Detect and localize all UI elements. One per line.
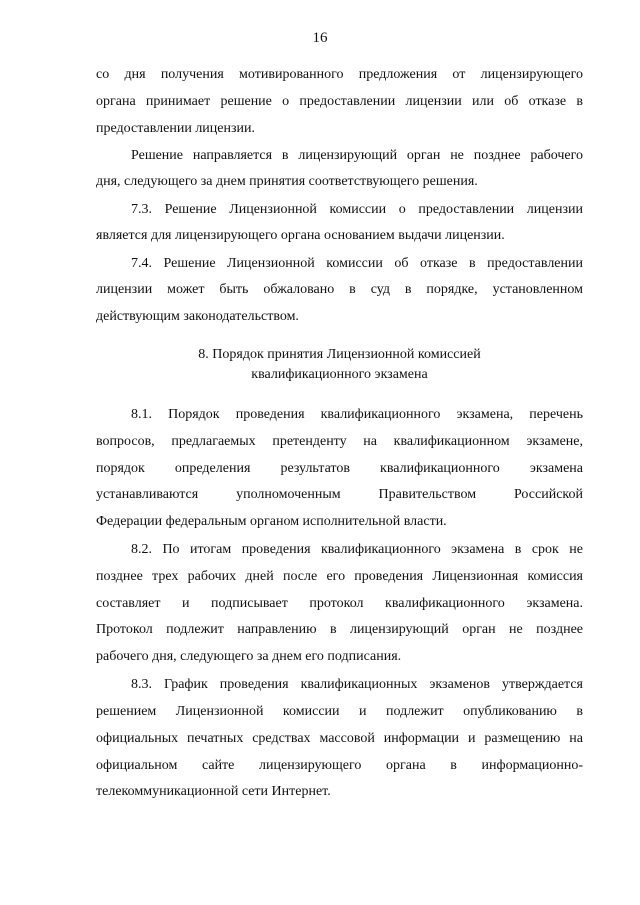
text-line: официальном сайте лицензирующего органа в информационно- [96, 758, 583, 773]
paragraph-first-line: Решение направляется в лицензирующий орган не позднее рабочего [131, 148, 583, 163]
section-heading: квалификационного экзамена [251, 367, 428, 382]
text-line: устанавливаются уполномоченным Правительством Российской [96, 487, 583, 502]
text-line: является для лицензирующего органа основанием выдачи лицензии. [96, 228, 505, 243]
text-line: Федерации федеральным органом исполнительной власти. [96, 514, 447, 529]
text-line: порядок определения результатов квалификационного экзамена [96, 461, 583, 476]
text-line: рабочего дня, следующего за днем его подписания. [96, 649, 402, 664]
text-line: органа принимает решение о предоставлении лицензии или об отказе в [96, 94, 583, 109]
paragraph-first-line: 8.1. Порядок проведения квалификационного экзамена, перечень [131, 407, 583, 422]
section-heading: 8. Порядок принятия Лицензионной комиссией [198, 347, 481, 362]
text-line: действующим законодательством. [96, 309, 299, 324]
paragraph-first-line: 8.2. По итогам проведения квалификационного экзамена в срок не [131, 542, 583, 557]
text-line: решением Лицензионной комиссии и подлежит опубликованию в [96, 704, 583, 719]
page-number: 16 [312, 30, 328, 46]
text-line: Протокол подлежит направлению в лицензирующий орган не позднее [96, 622, 583, 637]
text-line: официальных печатных средствах массовой информации и размещению на [96, 731, 583, 746]
paragraph-first-line: 7.4. Решение Лицензионной комиссии об отказе в предоставлении [131, 256, 583, 271]
text-line: составляет и подписывает протокол квалификационного экзамена. [96, 596, 583, 611]
text-line: дня, следующего за днем принятия соответствующего решения. [96, 174, 478, 189]
text-line: лицензии может быть обжаловано в суд в порядке, установленном [96, 282, 583, 297]
text-line: со дня получения мотивированного предложения от лицензирующего [96, 67, 583, 82]
paragraph-first-line: 8.3. График проведения квалификационных экзаменов утверждается [131, 677, 583, 692]
text-line: позднее трех рабочих дней после его проведения Лицензионная комиссия [96, 569, 583, 584]
text-line: телекоммуникационной сети Интернет. [96, 784, 331, 799]
paragraph-first-line: 7.3. Решение Лицензионной комиссии о предоставлении лицензии [131, 202, 583, 217]
text-line: предоставлении лицензии. [96, 121, 256, 136]
text-line: вопросов, предлагаемых претенденту на квалификационном экзамене, [96, 434, 583, 449]
